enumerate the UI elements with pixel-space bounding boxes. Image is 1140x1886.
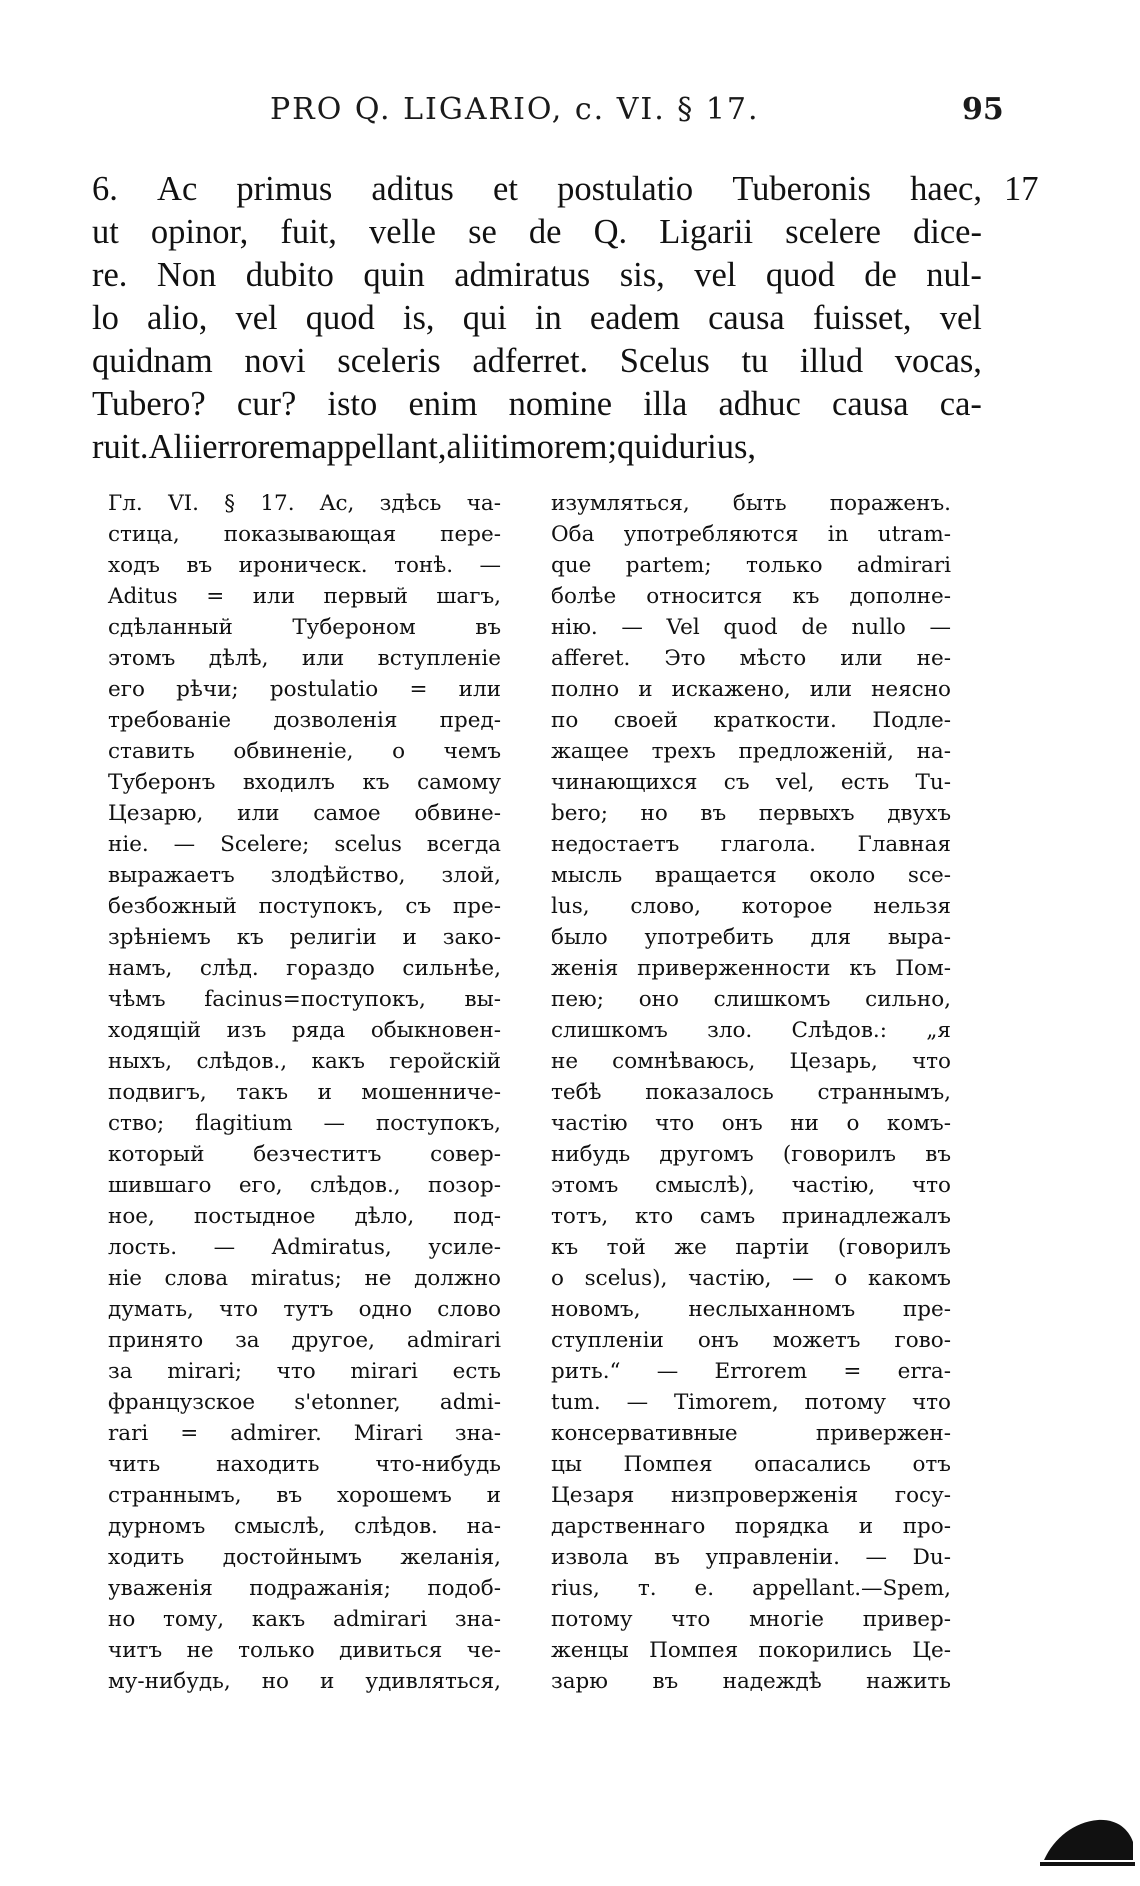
commentary-line: му-нибудь, но и удивляться, — [108, 1669, 501, 1694]
commentary-line: подвигъ, такъ и мошенниче- — [108, 1080, 501, 1105]
commentary-line: страннымъ, въ хорошемъ и — [108, 1483, 501, 1508]
main-text-word: scelere — [785, 213, 881, 251]
commentary-line: que partem; только admirari — [551, 553, 951, 578]
main-text-word: illud — [799, 342, 864, 380]
main-text-word: fuisset, — [812, 299, 912, 337]
main-text-word: primus — [236, 170, 333, 208]
commentary-line: мысль вращается около sce- — [551, 863, 951, 888]
main-text-word: qui — [462, 299, 507, 337]
commentary-line: ступленіи онъ можетъ гово- — [551, 1328, 951, 1353]
commentary-line: rius, т. е. appellant.—Spem, — [551, 1576, 951, 1601]
commentary-line: требованіе дозволенія пред- — [108, 708, 501, 733]
commentary-line: ное, постыдное дѣло, под- — [108, 1204, 501, 1229]
commentary-line: Гл. VI. § 17. Ac, здѣсь ча- — [108, 491, 501, 516]
commentary-line: нибудь другомъ (говорилъ въ — [551, 1142, 951, 1167]
commentary-line: зрѣніемъ къ религіи и зако- — [108, 925, 501, 950]
main-text-word: quin — [363, 256, 425, 294]
commentary-line: лость. — Admiratus, усиле- — [108, 1235, 501, 1260]
commentary-line: bero; но въ первыхъ двухъ — [551, 801, 951, 826]
commentary-line: Туберонъ входилъ къ самому — [108, 770, 501, 795]
main-text-line — [92, 340, 982, 383]
commentary-line: rari = admirer. Mirari зна- — [108, 1421, 501, 1446]
main-text-word: causa — [708, 299, 785, 337]
printers-ornament-icon — [1040, 1808, 1135, 1866]
commentary-line: Цезаря низпроверженія госу- — [551, 1483, 951, 1508]
commentary-line: безбожный поступокъ, съ пре- — [108, 894, 501, 919]
latin-main-text — [92, 168, 982, 469]
commentary-line: частію что онъ ни о комъ- — [551, 1111, 951, 1136]
main-text-word: vel — [235, 299, 278, 337]
main-text-word: velle — [368, 213, 436, 251]
main-text-line — [92, 168, 982, 211]
commentary-line: по своей краткости. Подле- — [551, 708, 951, 733]
commentary-line: ходить достойнымъ желанія, — [108, 1545, 501, 1570]
commentary-line: ходящій изъ ряда обыкновен- — [108, 1018, 501, 1043]
commentary-line: afferet. Это мѣсто или не- — [551, 646, 951, 671]
commentary-line: за mirari; что mirari есть — [108, 1359, 501, 1384]
main-text-word: Ac — [157, 170, 198, 208]
commentary-line: дарственнаго порядка и про- — [551, 1514, 951, 1539]
main-text-word: timorem; — [490, 428, 618, 466]
main-text-word: ruit. — [92, 428, 149, 466]
commentary-line: tum. — Timorem, потому что — [551, 1390, 951, 1415]
main-text-word: alii — [446, 428, 491, 466]
commentary-line: выражаетъ злодѣйство, злой, — [108, 863, 501, 888]
main-text-word: cur? — [236, 385, 297, 423]
main-text-word: de — [528, 213, 562, 251]
commentary-line: ство; flagitium — поступокъ, — [108, 1111, 501, 1136]
main-text-word: illa — [643, 385, 688, 423]
commentary-line: извола въ управленіи. — Du- — [551, 1545, 951, 1570]
main-text-word: admiratus — [454, 256, 591, 294]
main-text-word: fuit, — [280, 213, 337, 251]
main-text-word: nul- — [926, 256, 982, 294]
main-text-word: qui — [617, 428, 662, 466]
commentary-line: не сомнѣваюсь, Цезарь, что — [551, 1049, 951, 1074]
main-text-word: appellant, — [311, 428, 447, 466]
main-text-word: durius, — [661, 428, 757, 466]
commentary-line: этомъ дѣлѣ, или вступленіе — [108, 646, 501, 671]
commentary-line: недостаетъ глагола. Главная — [551, 832, 951, 857]
commentary-line: къ той же партіи (говорилъ — [551, 1235, 951, 1260]
main-text-word: dice- — [913, 213, 982, 251]
main-text-word: novi — [244, 342, 306, 380]
commentary-line: ставить обвиненіе, о чемъ — [108, 739, 501, 764]
commentary-line: изумляться, быть пораженъ. — [551, 491, 951, 516]
commentary-line: чинающихся съ vel, есть Tu- — [551, 770, 951, 795]
commentary-left-column — [108, 488, 501, 1697]
main-text-word: Alii — [148, 428, 203, 466]
commentary-line: было употребить для выра- — [551, 925, 951, 950]
commentary-line: ніе. — Scelere; scelus всегда — [108, 832, 501, 857]
main-text-word: Scelus — [619, 342, 710, 380]
main-text-word: alio, — [146, 299, 208, 337]
running-title: PRO Q. LIGARIO, c. VI. § 17. — [270, 92, 760, 127]
main-text-word: dubito — [245, 256, 334, 294]
commentary-line: женія приверженности къ Пом- — [551, 956, 951, 981]
commentary-line: полно и искажено, или неясно — [551, 677, 951, 702]
main-text-word: lo — [92, 299, 119, 337]
main-text-word: sceleris — [337, 342, 441, 380]
commentary-line: намъ, слѣд. гораздо сильнѣе, — [108, 956, 501, 981]
main-text-word: quod — [765, 256, 835, 294]
main-text-word: haec, — [910, 170, 982, 208]
commentary-line: Оба употребляются in utram- — [551, 522, 951, 547]
margin-section-number: 17 — [1004, 170, 1039, 208]
main-text-word: de — [864, 256, 897, 294]
main-text-line — [92, 211, 982, 254]
commentary-line: пею; оно слишкомъ сильно, — [551, 987, 951, 1012]
main-text-line — [92, 383, 982, 426]
commentary-line: о scelus), частію, — о какомъ — [551, 1266, 951, 1291]
main-text-word: in — [534, 299, 562, 337]
main-text-word: vocas, — [894, 342, 982, 380]
commentary-line: женцы Помпея покорились Це- — [551, 1638, 951, 1663]
commentary-line: этомъ смыслѣ), частію, что — [551, 1173, 951, 1198]
commentary-line: болѣе относится къ дополне- — [551, 584, 951, 609]
main-text-word: Q. — [593, 213, 628, 251]
commentary-line: новомъ, неслыханномъ пре- — [551, 1297, 951, 1322]
main-text-line — [92, 254, 982, 297]
commentary-line: потому что многіе привер- — [551, 1607, 951, 1632]
main-text-word: ca- — [939, 385, 982, 423]
commentary-line: консервативные привержен- — [551, 1421, 951, 1446]
commentary-line: сдѣланный Тубероном въ — [108, 615, 501, 640]
page-number: 95 — [962, 92, 1004, 127]
main-text-word: postulatio — [557, 170, 694, 208]
commentary-line: Aditus = или первый шагъ, — [108, 584, 501, 609]
main-text-line — [92, 426, 982, 469]
commentary-line: дурномъ смыслѣ, слѣдов. на- — [108, 1514, 501, 1539]
commentary-line: чить находить что-нибудь — [108, 1452, 501, 1477]
commentary-line: рить.“ — Errorem = erra- — [551, 1359, 951, 1384]
main-text-word: eadem — [589, 299, 680, 337]
main-text-word: vel — [939, 299, 982, 337]
commentary-line: думать, что тутъ одно слово — [108, 1297, 501, 1322]
commentary-line: чѣмъ facinus=поступокъ, вы- — [108, 987, 501, 1012]
commentary-line: тотъ, кто самъ принадлежалъ — [551, 1204, 951, 1229]
commentary-line: ныхъ, слѣдов., какъ геройскій — [108, 1049, 501, 1074]
main-text-word: isto — [327, 385, 378, 423]
commentary-line: его рѣчи; postulatio = или — [108, 677, 501, 702]
commentary-line: но тому, какъ admirari зна- — [108, 1607, 501, 1632]
commentary-line: стица, показывающая пере- — [108, 522, 501, 547]
main-text-word: enim — [408, 385, 478, 423]
main-text-word: quod — [305, 299, 375, 337]
commentary-line: цы Помпея опасались отъ — [551, 1452, 951, 1477]
commentary-line: французское s'etonner, admi- — [108, 1390, 501, 1415]
commentary-line: который безчеститъ совер- — [108, 1142, 501, 1167]
commentary-line: уваженія подражанія; подоб- — [108, 1576, 501, 1601]
main-text-line — [92, 297, 982, 340]
main-text-word: adferret. — [472, 342, 589, 380]
commentary-line: принято за другое, admirari — [108, 1328, 501, 1353]
commentary-line: шившаго его, слѣдов., позор- — [108, 1173, 501, 1198]
commentary-line: жащее трехъ предложеній, на- — [551, 739, 951, 764]
main-text-word: Ligarii — [659, 213, 754, 251]
main-text-word: tu — [741, 342, 769, 380]
main-text-word: et — [493, 170, 518, 208]
commentary-line: читъ не только дивиться че- — [108, 1638, 501, 1663]
main-text-word: Tuberonis — [732, 170, 871, 208]
commentary-line: нію. — Vel quod de nullo — — [551, 615, 951, 640]
main-text-word: errorem — [202, 428, 312, 466]
main-text-word: is, — [402, 299, 435, 337]
commentary-line: lus, слово, которое нельзя — [551, 894, 951, 919]
commentary-line: Цезарю, или самое обвине- — [108, 801, 501, 826]
main-text-word: quidnam — [92, 342, 213, 380]
main-text-word: causa — [832, 385, 909, 423]
commentary-line: ніе слова miratus; не должно — [108, 1266, 501, 1291]
main-text-word: adhuc — [718, 385, 801, 423]
main-text-word: Non — [156, 256, 217, 294]
main-text-word: se — [468, 213, 497, 251]
main-text-word: ut — [92, 213, 119, 251]
commentary-line: ходъ въ ироническ. тонѣ. — — [108, 553, 501, 578]
main-text-word: sis, — [619, 256, 665, 294]
commentary-right-column — [551, 488, 951, 1697]
main-text-word: nomine — [508, 385, 613, 423]
main-text-word: Tubero? — [92, 385, 206, 423]
commentary-line: тебѣ показалось страннымъ, — [551, 1080, 951, 1105]
commentary-line: слишкомъ зло. Слѣдов.: „я — [551, 1018, 951, 1043]
main-text-word: opinor, — [150, 213, 249, 251]
main-text-word: 6. — [92, 170, 118, 208]
main-text-word: vel — [694, 256, 737, 294]
main-text-word: aditus — [371, 170, 454, 208]
commentary-line: зарю въ надеждѣ нажить — [551, 1669, 951, 1694]
main-text-word: re. — [92, 256, 128, 294]
